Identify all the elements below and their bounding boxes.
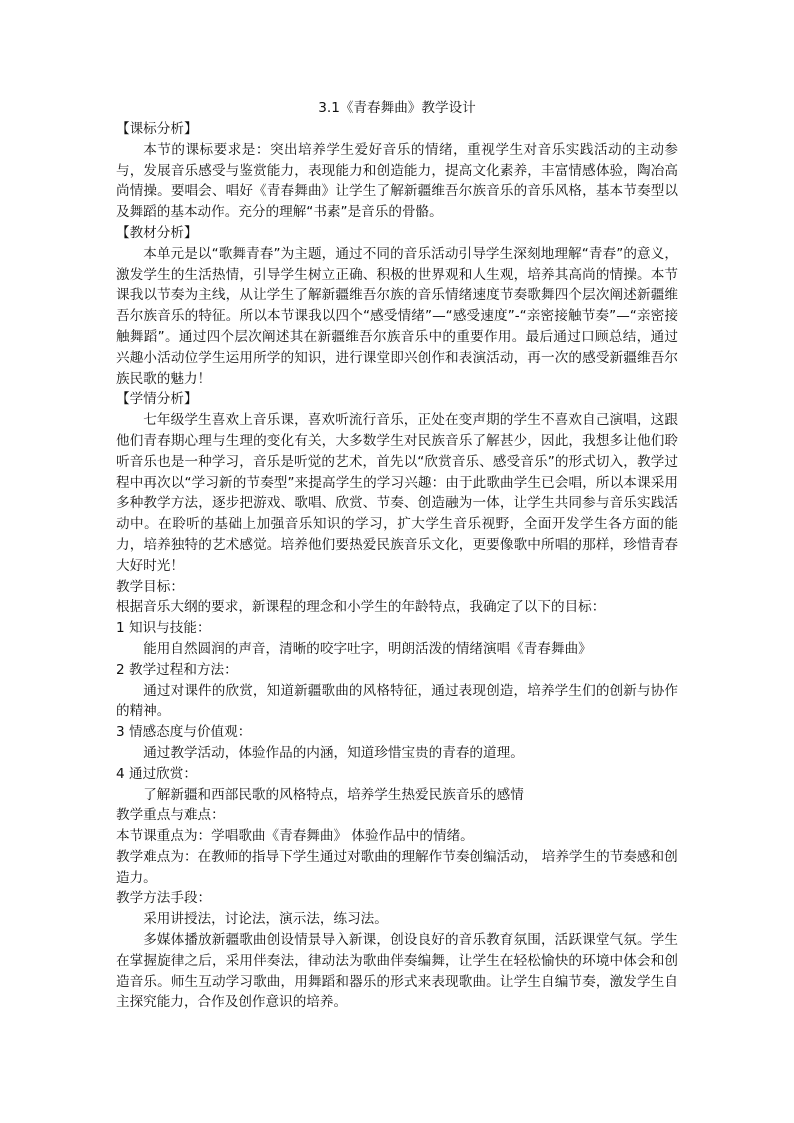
goal-text: 通过教学活动，体验作品的内涵，知道珍惜宝贵的青春的道理。 (143, 744, 524, 761)
document-title: 3.1《青春舞曲》教学设计 (318, 100, 476, 116)
goal-text: 能用自然圆润的声音，清晰的咬字吐字，明朗活泼的情绪演唱《青春舞曲》 (143, 640, 592, 657)
textbook-text: 本单元是以“歌舞青春”为主题，通过不同的音乐活动引导学生深刻地理解“青春”的意义，激发学生的生活热情，引导学生树立正确、积极的世界观和人生观，培养其高尚的情操。本节课我以节奏为主线，从让学生了解新疆维吾尔族的音乐情绪速度节奏歌舞四个层次阐述新疆维吾尔族音乐的特征。所以本节课我以四个“感受情绪”—“感受速度”-“亲密接触节奏”—“亲密接触舞蹈”。通过四个层次阐述其在新疆维吾尔族音乐中的重要作用。最后通过口顾总结，通过兴趣小活动位学生运用所学的知识，进行课堂即兴创作和表演活动，再一次的感受新疆维吾尔族民歌的魅力！ (116, 245, 678, 387)
students-heading: 【学情分析】 (116, 391, 198, 408)
students-text: 七年级学生喜欢上音乐课，喜欢听流行音乐，正处在变声期的学生不喜欢自己演唱，这跟他们青春期心理与生理的变化有关，大多数学生对民族音乐了解甚少，因此，我想多让他们聆听音乐也是一种学习，音乐是听觉的艺术，首先以“欣赏音乐、感受音乐”的形式切入，教学过程中再次以“学习新的节奏型”来提高学生的学习兴趣：由于此歌曲学生已会唱，所以本课采用多种教学方法，逐步把游戏、歌唱、欣赏、节奏、创造融为一体，让学生共同参与音乐实践活动中。在聆听的基础上加强音乐知识的学习，扩大学生音乐视野，全面开发学生各方面的能力，培养独特的艺术感觉。培养他们要热爱民族音乐文化，更要像歌中所唱的那样，珍惜青春大好时光！ (116, 412, 678, 574)
textbook-heading: 【教材分析】 (116, 224, 198, 241)
curriculum-text: 本节的课标要求是：突出培养学生爱好音乐的情绪，重视学生对音乐实践活动的主动参与，发展音乐感受与鉴赏能力，表现能力和创造能力，提高文化素养，丰富情感体验，陶冶高尚情操。要唱会、唱好《青春舞曲》让学生了解新疆维吾尔族音乐的音乐风格，基本节奏型以及舞蹈的基本动作。充分的理解“书素”是音乐的骨骼。 (116, 141, 678, 221)
methods-line2: 多媒体播放新疆歌曲创设情景导入新课，创设良好的音乐教育氛围，活跃课堂气氛。学生在掌握旋律之后，采用伴奏法，律动法为歌曲伴奏编舞，让学生在轻松愉快的环境中体会和创造音乐。师生互动学习歌曲，用舞蹈和器乐的形式来表现歌曲。让学生自编节奏，激发学生自主探究能力，合作及创作意识的培养。 (116, 932, 678, 1011)
keypoint-key: 本节课重点为：学唱歌曲《青春舞曲》 体验作品中的情绪。 (116, 828, 474, 845)
curriculum-heading: 【课标分析】 (116, 121, 198, 137)
goals-heading: 教学目标： (116, 578, 184, 595)
goal-label: 2 教学过程和方法： (116, 661, 238, 678)
keypoint-difficult: 教学难点为：在教师的指导下学生通过对歌曲的理解作节奏创编活动， 培养学生的节奏感和创造力。 (116, 848, 678, 886)
goals-intro: 根据音乐大纲的要求，新课程的理念和小学生的年龄特点，我确定了以下的目标： (116, 599, 606, 616)
goal-label: 1 知识与技能： (116, 620, 211, 637)
goal-label: 4 通过欣赏： (116, 765, 197, 782)
goal-label: 3 情感态度与价值观： (116, 724, 252, 741)
methods-line1: 采用讲授法，讨论法，演示法，练习法。 (143, 911, 388, 928)
keypoints-heading: 教学重点与难点： (116, 807, 225, 824)
goal-text: 了解新疆和西部民歌的风格特点，培养学生热爱民族音乐的感情 (143, 786, 524, 803)
methods-heading: 教学方法手段： (116, 890, 212, 907)
goal-text: 通过对课件的欣赏，知道新疆歌曲的风格特征，通过表现创造，培养学生们的创新与协作的精神。 (116, 682, 678, 720)
